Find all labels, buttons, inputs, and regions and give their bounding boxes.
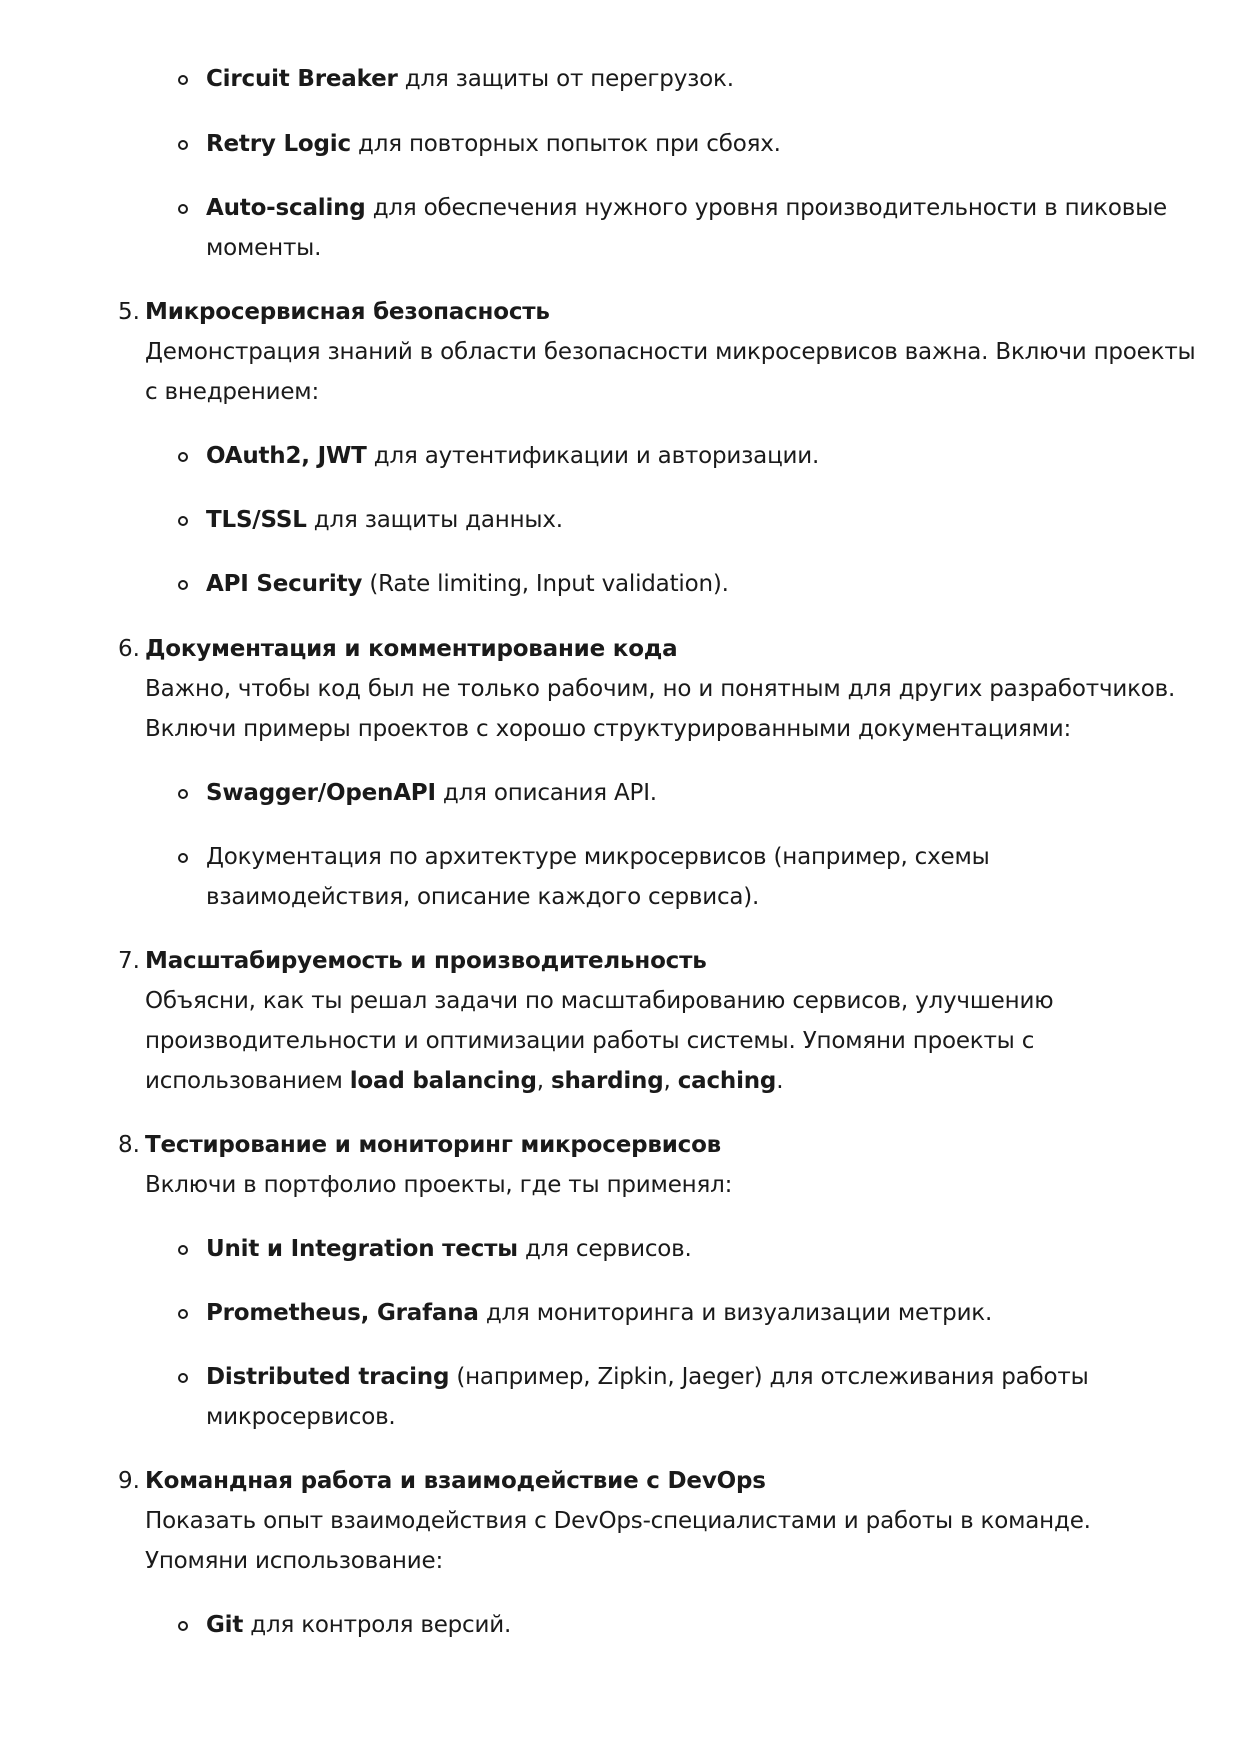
section-number: 5. — [118, 299, 140, 325]
section-description: Объясни, как ты решал задачи по масштабированию сервисов, улучшению — [145, 988, 1054, 1014]
section-description: Важно, чтобы код был не только рабочим, но и понятным для других разработчиков. — [145, 676, 1176, 702]
section-title: Микросервисная безопасность — [145, 299, 550, 325]
bullet-icon — [178, 1309, 188, 1319]
list-item: Retry Logic для повторных попыток при сбоях. — [206, 131, 781, 157]
list-item: Circuit Breaker для защиты от перегрузок. — [206, 66, 734, 92]
section-number: 9. — [118, 1468, 140, 1494]
list-item: Документация по архитектуре микросервисов (например, схемы — [206, 844, 990, 870]
section-description: Упомяни использование: — [145, 1548, 444, 1574]
bullet-icon — [178, 75, 188, 85]
section-description: производительности и оптимизации работы системы. Упомяни проекты с — [145, 1028, 1035, 1054]
list-item: Git для контроля версий. — [206, 1612, 512, 1638]
list-item: Distributed tracing (например, Zipkin, Jaeger) для отслеживания работы — [206, 1364, 1089, 1390]
list-item-continuation: моменты. — [206, 235, 322, 261]
bullet-icon — [178, 140, 188, 150]
section-title: Командная работа и взаимодействие с DevOps — [145, 1468, 766, 1494]
bullet-icon — [178, 516, 188, 526]
list-item: Auto-scaling для обеспечения нужного уровня производительности в пиковые — [206, 195, 1167, 221]
list-item-continuation: взаимодействия, описание каждого сервиса). — [206, 884, 760, 910]
bullet-icon — [178, 853, 188, 863]
section-number: 6. — [118, 636, 140, 662]
section-title: Документация и комментирование кода — [145, 636, 678, 662]
section-title: Тестирование и мониторинг микросервисов — [145, 1132, 722, 1158]
list-item: Swagger/OpenAPI для описания API. — [206, 780, 657, 806]
list-item-continuation: микросервисов. — [206, 1404, 396, 1430]
section-description: с внедрением: — [145, 379, 319, 405]
section-number: 7. — [118, 948, 140, 974]
bullet-icon — [178, 452, 188, 462]
section-description: Включи примеры проектов с хорошо структурированными документациями: — [145, 716, 1072, 742]
list-item: OAuth2, JWT для аутентификации и авторизации. — [206, 443, 820, 469]
bullet-icon — [178, 204, 188, 214]
section-description: Включи в портфолио проекты, где ты применял: — [145, 1172, 733, 1198]
list-item: Unit и Integration тесты для сервисов. — [206, 1236, 692, 1262]
list-item: Prometheus, Grafana для мониторинга и визуализации метрик. — [206, 1300, 993, 1326]
bullet-icon — [178, 1373, 188, 1383]
section-number: 8. — [118, 1132, 140, 1158]
bullet-icon — [178, 1621, 188, 1631]
section-description: Демонстрация знаний в области безопасности микросервисов важна. Включи проекты — [145, 339, 1196, 365]
list-item: TLS/SSL для защиты данных. — [206, 507, 563, 533]
section-description: Показать опыт взаимодействия с DevOps-специалистами и работы в команде. — [145, 1508, 1091, 1534]
section-description: использованием load balancing, sharding, caching. — [145, 1068, 784, 1094]
list-item: API Security (Rate limiting, Input validation). — [206, 571, 729, 597]
bullet-icon — [178, 1245, 188, 1255]
section-title: Масштабируемость и производительность — [145, 948, 707, 974]
bullet-icon — [178, 580, 188, 590]
bullet-icon — [178, 789, 188, 799]
